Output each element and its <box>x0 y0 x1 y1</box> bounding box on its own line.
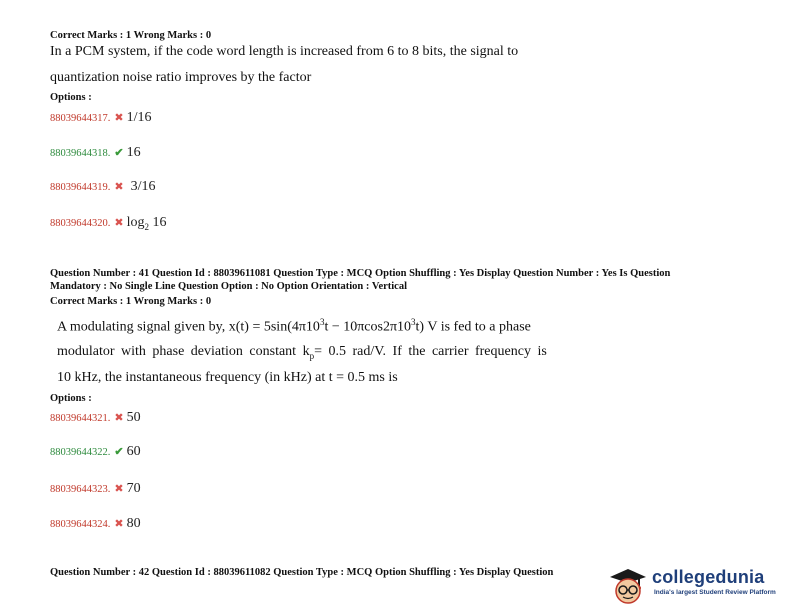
marks-info: Correct Marks : 1 Wrong Marks : 0 <box>50 30 212 41</box>
text-fragment: A modulating signal given by, x(t) = 5sin(4π10 <box>57 319 320 335</box>
wrong-icon: ✖ <box>114 483 124 495</box>
question-header: Question Number : 41 Question Id : 88039611081 Question Type : MCQ Option Shuffling : Yes Display Question Number : Yes Is Question <box>50 268 671 279</box>
option-row <box>50 479 141 497</box>
logo-tagline: India's largest Student Review Platform <box>654 589 776 596</box>
question-header: Mandatory : No Single Line Question Option : No Option Orientation : Vertical <box>50 281 408 292</box>
option-row <box>50 213 166 232</box>
option-value: 70 <box>126 481 141 496</box>
text-fragment: t) V is fed to a phase <box>415 319 531 335</box>
options-label: Options : <box>50 92 92 103</box>
wrong-icon: ✖ <box>114 217 124 229</box>
options-label: Options : <box>50 393 92 404</box>
option-value: 16 <box>126 145 141 160</box>
option-id: 88039644324. <box>50 519 111 530</box>
option-value: 60 <box>126 444 141 459</box>
checkmark-icon: ✔ <box>114 446 124 458</box>
question-text-line: In a PCM system, if the code word length is increased from 6 to 8 bits, the signal to <box>50 44 519 59</box>
text-fragment: = 0.5 rad/V. If the carrier frequency is <box>314 344 547 359</box>
option-row <box>50 143 141 161</box>
text-fragment: t − 10πcos2π10 <box>324 319 412 335</box>
checkmark-icon: ✔ <box>114 147 124 159</box>
log-text: log <box>126 215 145 230</box>
wrong-icon: ✖ <box>114 518 124 530</box>
text-fragment: modulator with phase deviation constant k <box>57 344 310 359</box>
option-row <box>50 108 151 126</box>
option-id: 88039644320. <box>50 218 111 229</box>
wrong-icon: ✖ <box>114 412 124 424</box>
option-value: 50 <box>126 410 141 425</box>
option-value: 3/16 <box>130 179 156 194</box>
option-row <box>50 177 155 195</box>
option-row <box>50 408 141 426</box>
option-row <box>50 514 141 532</box>
log-argument: 16 <box>148 215 167 230</box>
question-text-line <box>57 344 547 361</box>
wrong-icon: ✖ <box>114 112 124 124</box>
superscript: 3 <box>319 317 325 327</box>
superscript: 3 <box>411 317 416 327</box>
option-id: 88039644318. <box>50 148 111 159</box>
marks-info: Correct Marks : 1 Wrong Marks : 0 <box>50 296 212 307</box>
option-id: 88039644319. <box>50 182 111 193</box>
wrong-icon: ✖ <box>114 181 124 193</box>
option-value-log <box>127 215 167 230</box>
question-header: Question Number : 42 Question Id : 88039611082 Question Type : MCQ Option Shuffling : Yes Display Question <box>50 567 554 578</box>
option-id: 88039644323. <box>50 484 111 495</box>
mascot-icon <box>604 563 650 607</box>
subscript: p <box>309 350 315 361</box>
option-value: 1/16 <box>126 110 152 125</box>
option-id: 88039644322. <box>50 447 111 458</box>
question-text-line: quantization noise ratio improves by the factor <box>50 70 312 85</box>
option-id: 88039644317. <box>50 113 111 124</box>
collegedunia-logo <box>604 563 790 607</box>
logo-wordmark: collegedunia <box>652 567 765 587</box>
option-id: 88039644321. <box>50 413 111 424</box>
option-value: 80 <box>126 516 141 531</box>
question-text-line <box>57 317 531 336</box>
option-row <box>50 442 141 460</box>
question-text-line: 10 kHz, the instantaneous frequency (in kHz) at t = 0.5 ms is <box>57 370 398 385</box>
log-subscript: 2 <box>144 221 149 232</box>
